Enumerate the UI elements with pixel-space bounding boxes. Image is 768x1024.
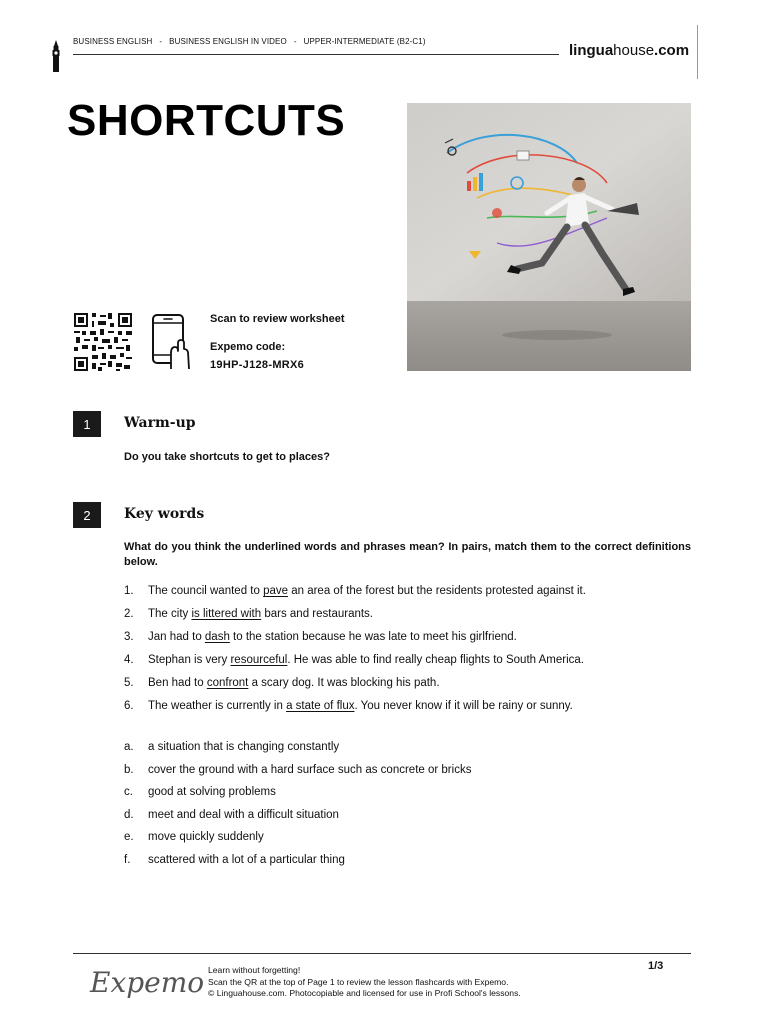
item-number: 2.	[124, 608, 134, 620]
sentence-text: The city	[148, 608, 192, 620]
sentence-list	[124, 584, 694, 722]
breadcrumb-course[interactable]: BUSINESS ENGLISH	[73, 37, 153, 46]
logo-regular: house	[613, 42, 655, 59]
definition-text: cover the ground with a hard surface such as concrete or bricks	[148, 763, 472, 776]
logo-bold: lingua	[569, 42, 614, 59]
sentence-text: Jan had to	[148, 631, 205, 643]
list-item	[124, 740, 694, 763]
list-item	[124, 584, 694, 607]
expemo-code-label: Expemo code:	[210, 341, 286, 353]
footer-line: Scan the QR at the top of Page 1 to review the lesson flashcards with Expemo.	[208, 976, 509, 987]
list-item	[124, 830, 694, 853]
footer-line: Learn without forgetting!	[208, 965, 301, 975]
section-number-badge: 2	[73, 502, 101, 528]
sentence-text: bars and restaurants.	[261, 608, 374, 620]
definition-text: good at solving problems	[148, 786, 276, 799]
list-item	[124, 785, 694, 808]
expemo-brand-text: Expemo	[90, 966, 205, 999]
breadcrumb-series[interactable]: BUSINESS ENGLISH IN VIDEO	[169, 37, 287, 46]
list-item	[124, 607, 694, 630]
item-number: 1.	[124, 585, 134, 597]
expemo-code-value: 19HP-J128-MRX6	[210, 359, 305, 371]
footer-divider	[73, 953, 691, 954]
page-title: SHORTCUTS	[67, 96, 346, 145]
phone-tap-icon	[151, 313, 191, 371]
item-letter: b.	[124, 763, 134, 776]
definition-text: scattered with a lot of a particular thing	[148, 853, 345, 866]
key-word: is littered with	[191, 608, 262, 620]
key-word: resourceful	[230, 654, 288, 666]
list-item	[124, 676, 694, 699]
page-number: 1/3	[648, 960, 664, 972]
list-item	[124, 653, 694, 676]
item-number: 6.	[124, 700, 134, 712]
breadcrumb	[73, 37, 426, 46]
item-letter: e.	[124, 831, 134, 844]
warm-up-question: Do you take shortcuts to get to places?	[124, 451, 330, 463]
section-title-warm-up: Warm-up	[124, 415, 196, 431]
sentence-text: . You never know if it will be rainy or sunny.	[354, 700, 573, 712]
breadcrumb-separator: -	[293, 37, 297, 46]
list-item	[124, 630, 694, 653]
section-title-key-words: Key words	[124, 506, 205, 522]
big-ben-icon	[50, 40, 62, 72]
breadcrumb-level[interactable]: UPPER-INTERMEDIATE (B2-C1)	[303, 37, 426, 46]
sentence-text: The council wanted to	[148, 585, 264, 597]
sentence-text: to the station because he was late to meet his girlfriend.	[229, 631, 517, 643]
item-number: 4.	[124, 654, 134, 666]
item-letter: f.	[124, 853, 131, 866]
scan-label: Scan to review worksheet	[210, 313, 345, 325]
definition-text: move quickly suddenly	[148, 831, 264, 844]
qr-code-icon[interactable]	[73, 313, 133, 371]
hero-image-running-businessman	[407, 103, 691, 371]
key-word: pave	[263, 585, 289, 597]
key-word: a state of flux	[286, 700, 355, 712]
item-number: 3.	[124, 631, 134, 643]
breadcrumb-separator: -	[159, 37, 163, 46]
footer-copyright: © Linguahouse.com. Photocopiable and licensed for use in Profi School's lessons.	[208, 988, 521, 998]
sentence-text: . He was able to find really cheap flights to South America.	[287, 654, 584, 666]
item-letter: a.	[124, 741, 134, 753]
item-number: 5.	[124, 677, 134, 689]
key-word: dash	[204, 631, 230, 643]
sentence-text: Ben had to	[148, 677, 207, 689]
list-item	[124, 699, 694, 722]
definition-text: meet and deal with a difficult situation	[148, 808, 339, 821]
footer-note	[208, 965, 521, 1000]
list-item	[124, 763, 694, 786]
definition-list	[124, 740, 694, 876]
key-words-instructions: What do you think the underlined words and phrases mean? In pairs, match them to the correct definitions below.	[124, 541, 691, 568]
sentence-text: Stephan is very	[148, 654, 231, 666]
linguahouse-logo[interactable]	[569, 42, 689, 59]
sentence-text: The weather is currently in	[148, 700, 287, 712]
list-item	[124, 808, 694, 831]
definition-text: a situation that is changing constantly	[148, 741, 340, 753]
header-vertical-bar	[697, 25, 698, 79]
list-item	[124, 853, 694, 876]
header-divider	[73, 54, 559, 55]
item-letter: d.	[124, 808, 134, 821]
item-letter: c.	[124, 786, 133, 799]
sentence-text: a scary dog. It was blocking his path.	[248, 677, 440, 689]
logo-suffix: .com	[654, 42, 690, 59]
expemo-logo[interactable]	[88, 958, 205, 1008]
sentence-text: an area of the forest but the residents protested against it.	[288, 585, 586, 597]
key-word: confront	[206, 677, 249, 689]
section-number-badge: 1	[73, 411, 101, 437]
